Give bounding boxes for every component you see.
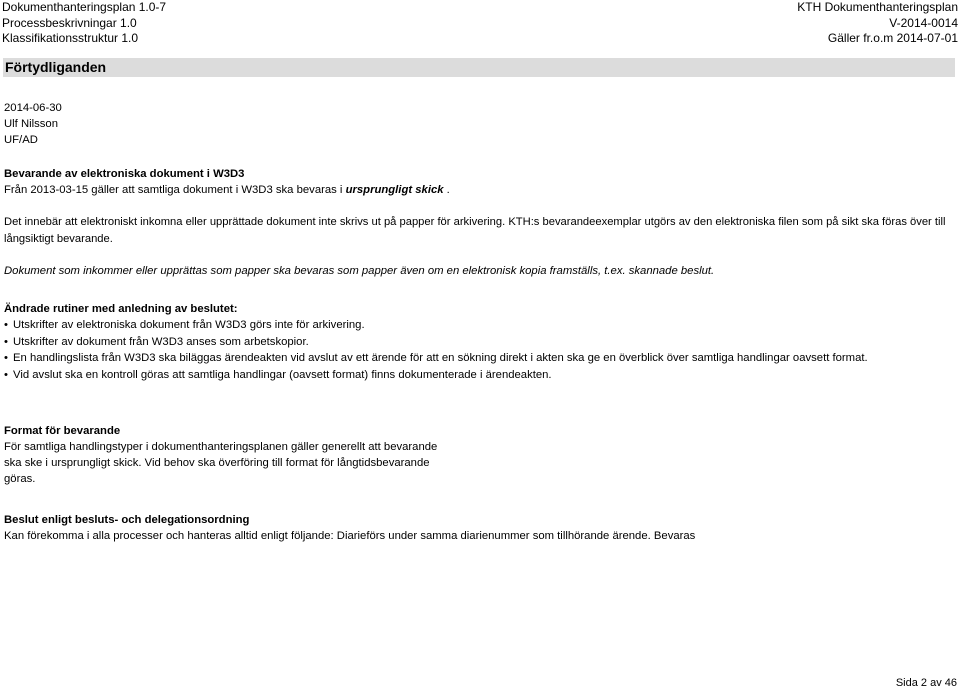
format-heading: Format för bevarande (4, 425, 121, 437)
list-item-text: Utskrifter av dokument från W3D3 anses som arbetskopior. (13, 335, 309, 348)
header-doc-title: Dokumenthanteringsplan 1.0-7 (2, 0, 167, 14)
meta-block (4, 100, 62, 148)
bevarande-heading: Bevarande av elektroniska dokument i W3D3 (4, 168, 245, 180)
meta-date: 2014-06-30 (4, 102, 62, 114)
bevarande-para2-block (4, 263, 714, 279)
bevarande-line-emphasis: ursprungligt skick (345, 184, 444, 196)
bullet-icon: • (4, 368, 8, 381)
bevarande-para1: Det innebär att elektroniskt inkomna eller upprättade dokument inte skrivs ut på papper för arkivering. KTH:s bevarandeexemplar utgörs av den elektroniska filen som på sikt ska föras över till långsiktigt bevarande. (4, 216, 946, 245)
bullet-icon: • (4, 352, 8, 365)
meta-unit: UF/AD (4, 134, 38, 146)
bevarande-line (4, 182, 450, 198)
bevarande-para1-block (4, 214, 954, 248)
bullet-icon: • (4, 335, 8, 348)
header-valid-from: Gäller fr.o.m 2014-07-01 (827, 31, 958, 45)
list-item-text: Utskrifter av elektroniska dokument från W3D3 görs inte för arkivering. (13, 319, 365, 332)
list-item (4, 317, 868, 333)
bevarande-line-suffix: . (443, 184, 450, 196)
list-item-text: En handlingslista från W3D3 ska biläggas ärendeakten vid avslut av ett ärende för att en sökning direkt i akten ska ge en överblick över samtliga handlingar oavsett format. (13, 352, 868, 365)
header-classification: Klassifikationsstruktur 1.0 (2, 31, 139, 45)
page-number: Sida 2 av 46 (895, 677, 957, 689)
header-org: KTH Dokumenthanteringsplan (797, 0, 958, 14)
meta-author: Ulf Nilsson (4, 118, 58, 130)
changes-heading: Ändrade rutiner med anledning av beslutet: (4, 303, 238, 315)
format-line: För samtliga handlingstyper i dokumenthanteringsplanen gäller generellt att bevarande (4, 441, 438, 453)
beslut-block (4, 512, 695, 544)
bevarande-block (4, 166, 450, 198)
changes-list (4, 317, 868, 383)
header-version: V-2014-0014 (889, 15, 958, 30)
beslut-heading: Beslut enligt besluts- och delegationsordning (4, 514, 250, 526)
format-line: ska ske i ursprungligt skick. Vid behov ska överföring till format för långtidsbevarande (4, 457, 430, 469)
list-item-text: Vid avslut ska en kontroll göras att samtliga handlingar (oavsett format) finns dokumenterade i ärendeakten. (13, 368, 552, 381)
bullet-icon: • (4, 319, 8, 332)
bevarande-para2: Dokument som inkommer eller upprättas som papper ska bevaras som papper även om en elektronisk kopia framställs, t.ex. skannade beslut. (4, 265, 715, 277)
header-right (797, 0, 958, 47)
bevarande-line-prefix: Från 2013-03-15 gäller att samtliga dokument i W3D3 ska bevaras i (4, 184, 346, 196)
format-line: göras. (4, 473, 36, 485)
beslut-line: Kan förekomma i alla processer och hanteras alltid enligt följande: Diarieförs under samma diarienummer som tillhörande ärende. Bevaras (4, 530, 696, 542)
list-item (4, 367, 868, 383)
changes-block (4, 301, 868, 383)
list-item (4, 334, 868, 350)
header-process: Processbeskrivningar 1.0 (2, 15, 137, 30)
header-left (2, 0, 166, 47)
list-item (4, 350, 868, 366)
format-block (4, 423, 437, 487)
section-title: Förtydliganden (3, 58, 955, 77)
